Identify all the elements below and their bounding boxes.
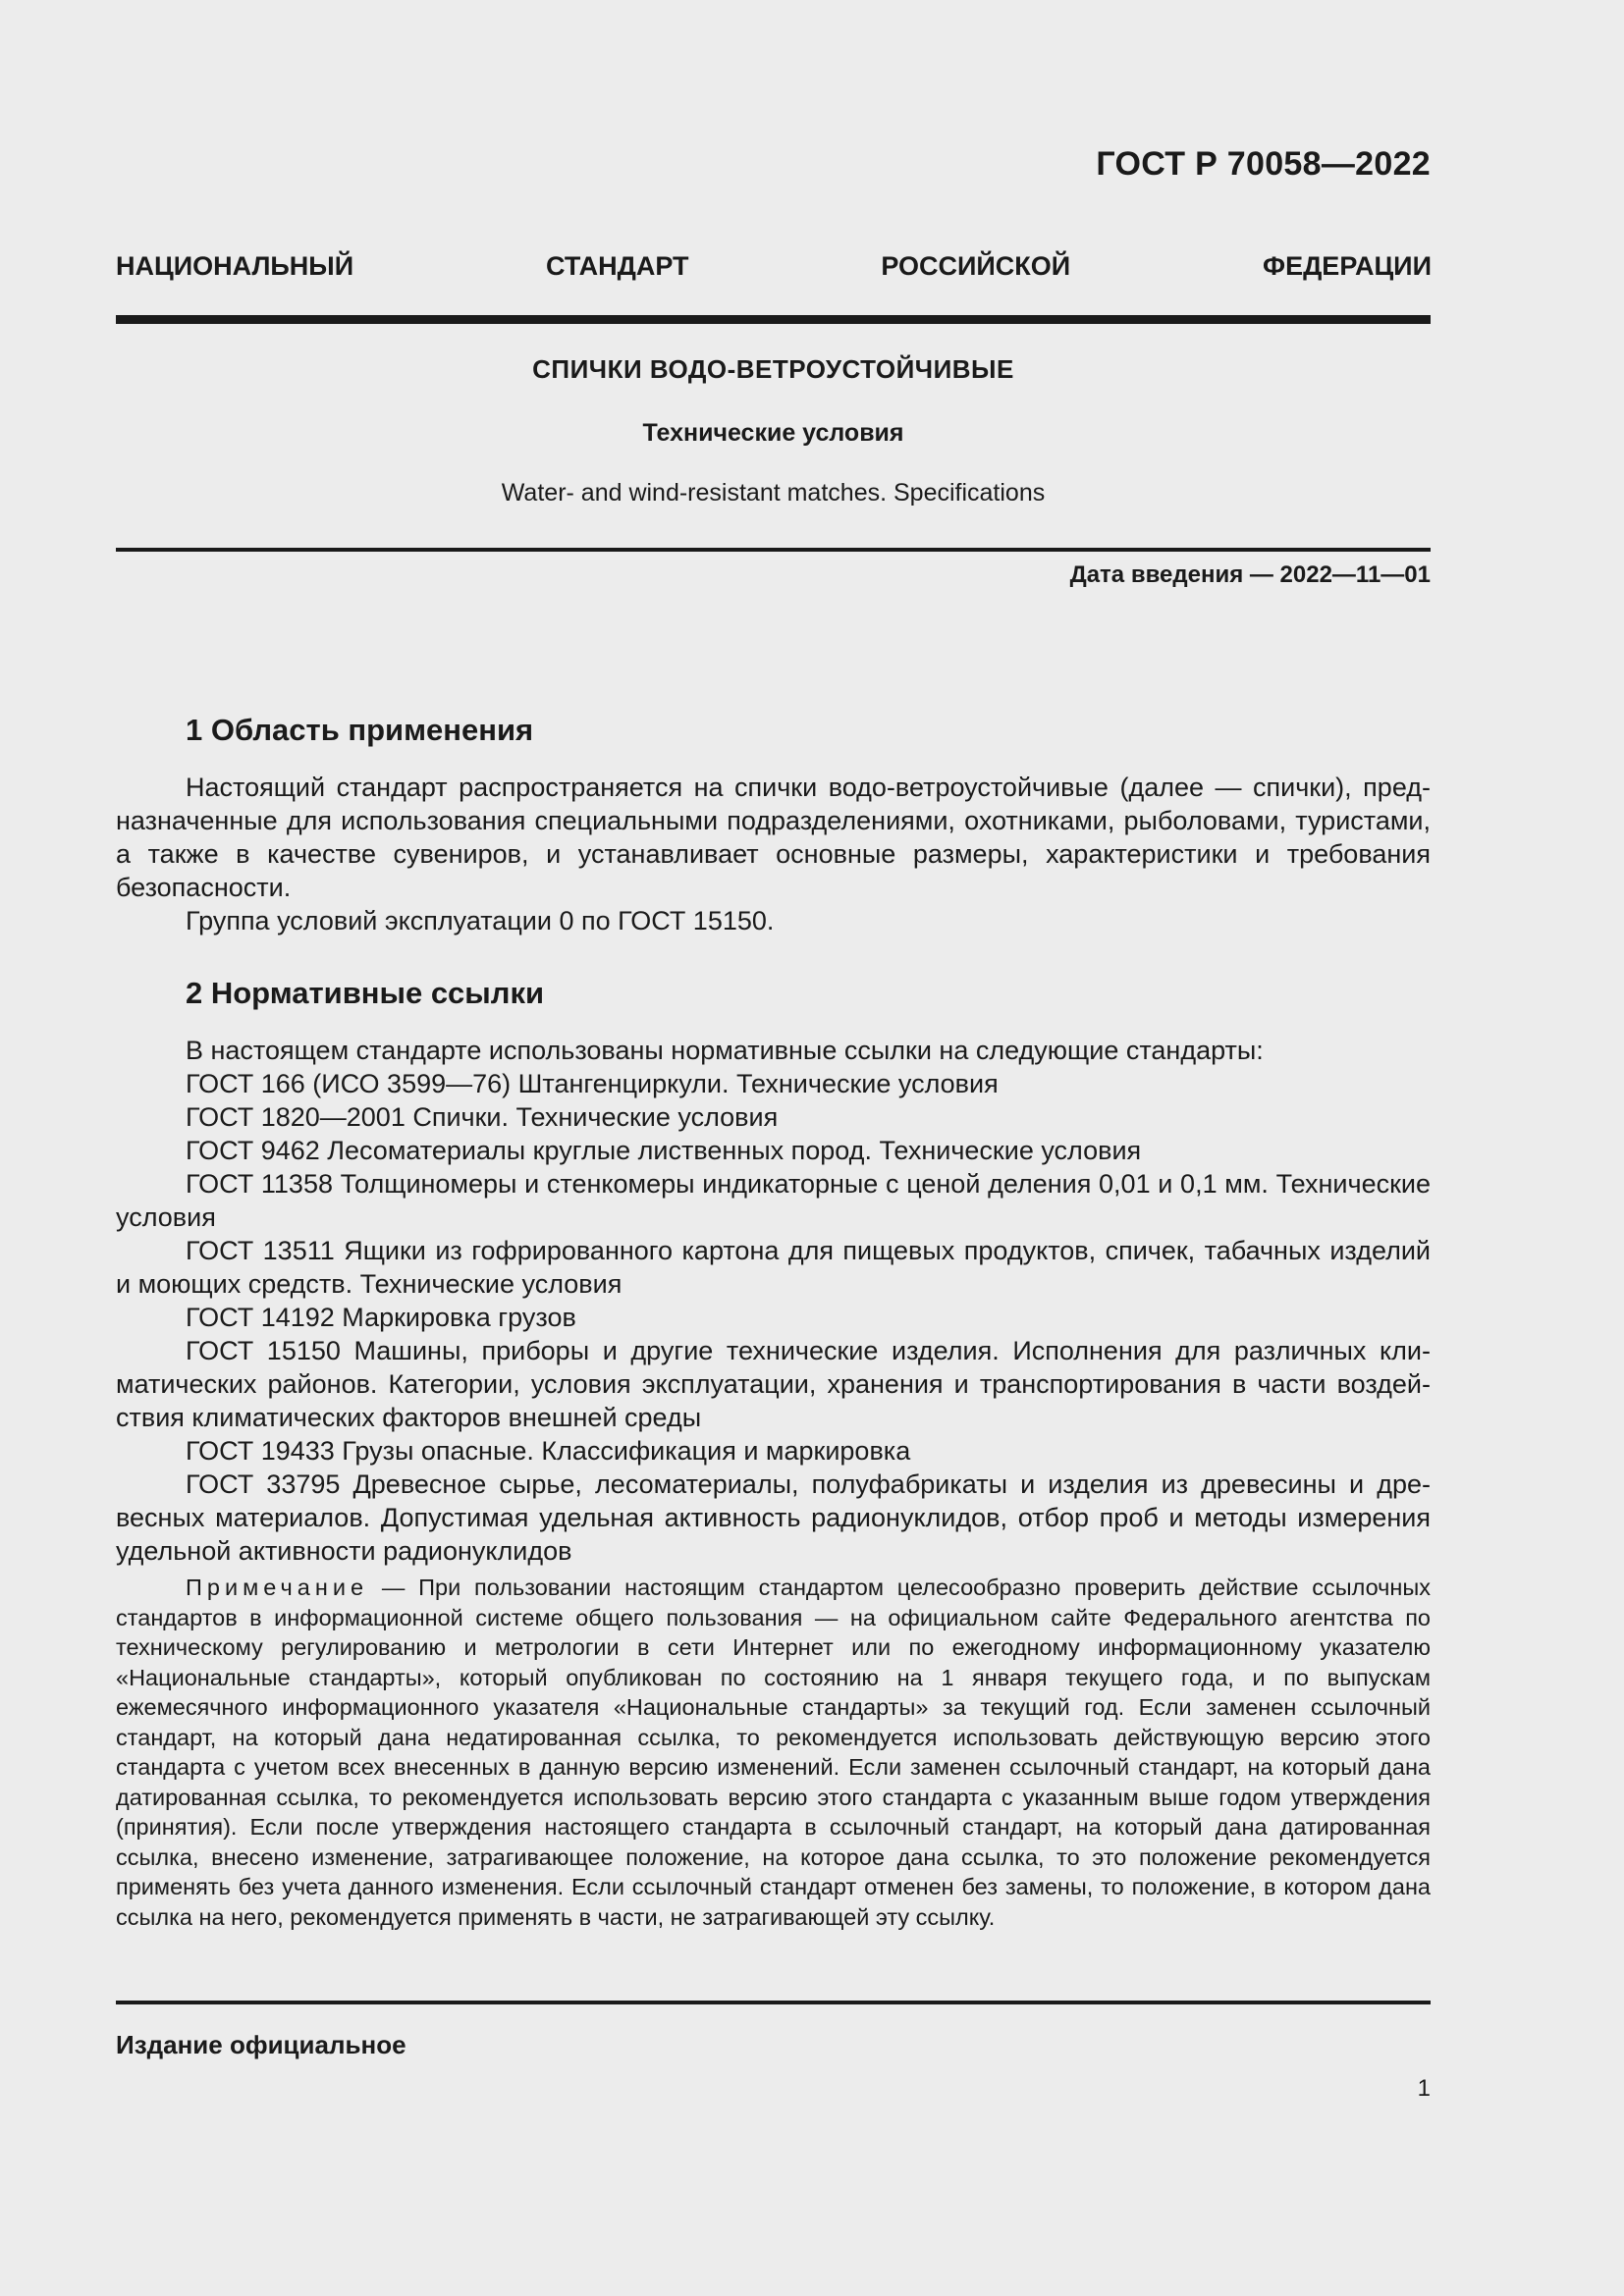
- reference-item: ГОСТ 11358 Толщиномеры и стенкомеры индикаторные с ценой деления 0,01 и 0,1 мм. Технические условия: [116, 1169, 1431, 1232]
- section-2-body: [116, 1034, 1431, 1568]
- note-label: Примечание: [186, 1575, 369, 1600]
- reference-item: ГОСТ 1820—2001 Спички. Технические условия: [186, 1102, 779, 1132]
- page-number: 1: [1417, 2075, 1431, 2102]
- reference-item: ГОСТ 166 (ИСО 3599—76) Штангенциркули. Технические условия: [186, 1069, 999, 1098]
- national-standard-title: НАЦИОНАЛЬНЫЙ СТАНДАРТ РОССИЙСКОЙ ФЕДЕРАЦИИ: [116, 251, 1432, 281]
- reference-item: ГОСТ 33795 Древесное сырье, лесоматериалы, полуфабрикаты и изделия из древесины и древесных материалов. Допустимая удельная активность радионуклидов, отбор проб и методы измерения удельной активности радионуклидов: [116, 1469, 1431, 1566]
- standard-title: СПИЧКИ ВОДО-ВЕТРОУСТОЙЧИВЫЕ: [532, 354, 1014, 384]
- reference-item: ГОСТ 15150 Машины, приборы и другие технические изделия. Исполнения для различных климатических районов. Категории, условия эксплуатации, хранения и транспортирования в части воздействия климатических факторов внешней среды: [116, 1336, 1431, 1432]
- header-rule: [116, 315, 1431, 324]
- note-text: — При пользовании настоящим стандартом целесообразно проверить действие ссылочных стандартов в информационной системе общего пользования — на официальном сайте Федерального агентства по техническому регулированию и метрологии в сети Интернет или по ежегодному информационному указателю «Национальные стандарты», который опубликован по состоянию на 1 января текущего года, и по выпускам ежемесячного информационного указателя «Национальные стандарты» за текущий год. Если заменен ссылочный стандарт, на который дана недатированная ссылка, то рекомендуется использовать действующую версию этого стандарта с учетом всех внесенных в данную версию изменений. Если заменен ссылочный стандарт, на который дана датированная ссылка, то рекомендуется использовать версию этого стандарта с указанным выше годом утверждения (принятия). Если после утверждения настоящего стандарта в ссылочный стандарт, на который дана датированная ссылка, внесено изменение, затрагивающее положение, на которое дана ссылка, то это положение рекомендуется применять без учета данного изменения. Если ссылочный стандарт отменен без замены, то положение, в котором дана ссылка на него, рекомендуется применять в части, не затрагивающей эту ссылку.: [116, 1575, 1431, 1930]
- reference-item: ГОСТ 9462 Лесоматериалы круглые лиственных пород. Технические условия: [186, 1136, 1142, 1165]
- reference-item: ГОСТ 19433 Грузы опасные. Классификация и маркировка: [186, 1436, 911, 1466]
- standard-title-english: Water- and wind-resistant matches. Specifications: [501, 479, 1046, 507]
- section-1-heading: 1 Область применения: [186, 713, 534, 747]
- standard-subtitle: Технические условия: [642, 419, 904, 447]
- section-1-paragraph: Настоящий стандарт распространяется на спички водо-ветроустойчивые (далее — спички), предназначенные для использования специальными подразделениями, охотниками, рыболовами, туристами, а также в качестве сувениров, и устанавливает основные размеры, характеристики и требования безопасности.: [116, 773, 1431, 902]
- document-number: ГОСТ Р 70058—2022: [1096, 145, 1431, 183]
- references-note: [116, 1573, 1431, 1932]
- title-rule: [116, 548, 1431, 552]
- reference-item: ГОСТ 13511 Ящики из гофрированного картона для пищевых продуктов, спичек, табачных изделий и моющих средств. Технические условия: [116, 1236, 1431, 1299]
- section-1-body: [116, 771, 1431, 937]
- footer-rule: [116, 2001, 1431, 2004]
- references-intro: В настоящем стандарте использованы нормативные ссылки на следующие стандарты:: [186, 1036, 1264, 1065]
- section-2-heading: 2 Нормативные ссылки: [186, 976, 545, 1010]
- section-1-paragraph: Группа условий эксплуатации 0 по ГОСТ 15150.: [186, 906, 775, 935]
- official-edition-label: Издание официальное: [116, 2030, 406, 2059]
- introduction-date: Дата введения — 2022—11—01: [1069, 561, 1431, 588]
- reference-item: ГОСТ 14192 Маркировка грузов: [186, 1303, 576, 1332]
